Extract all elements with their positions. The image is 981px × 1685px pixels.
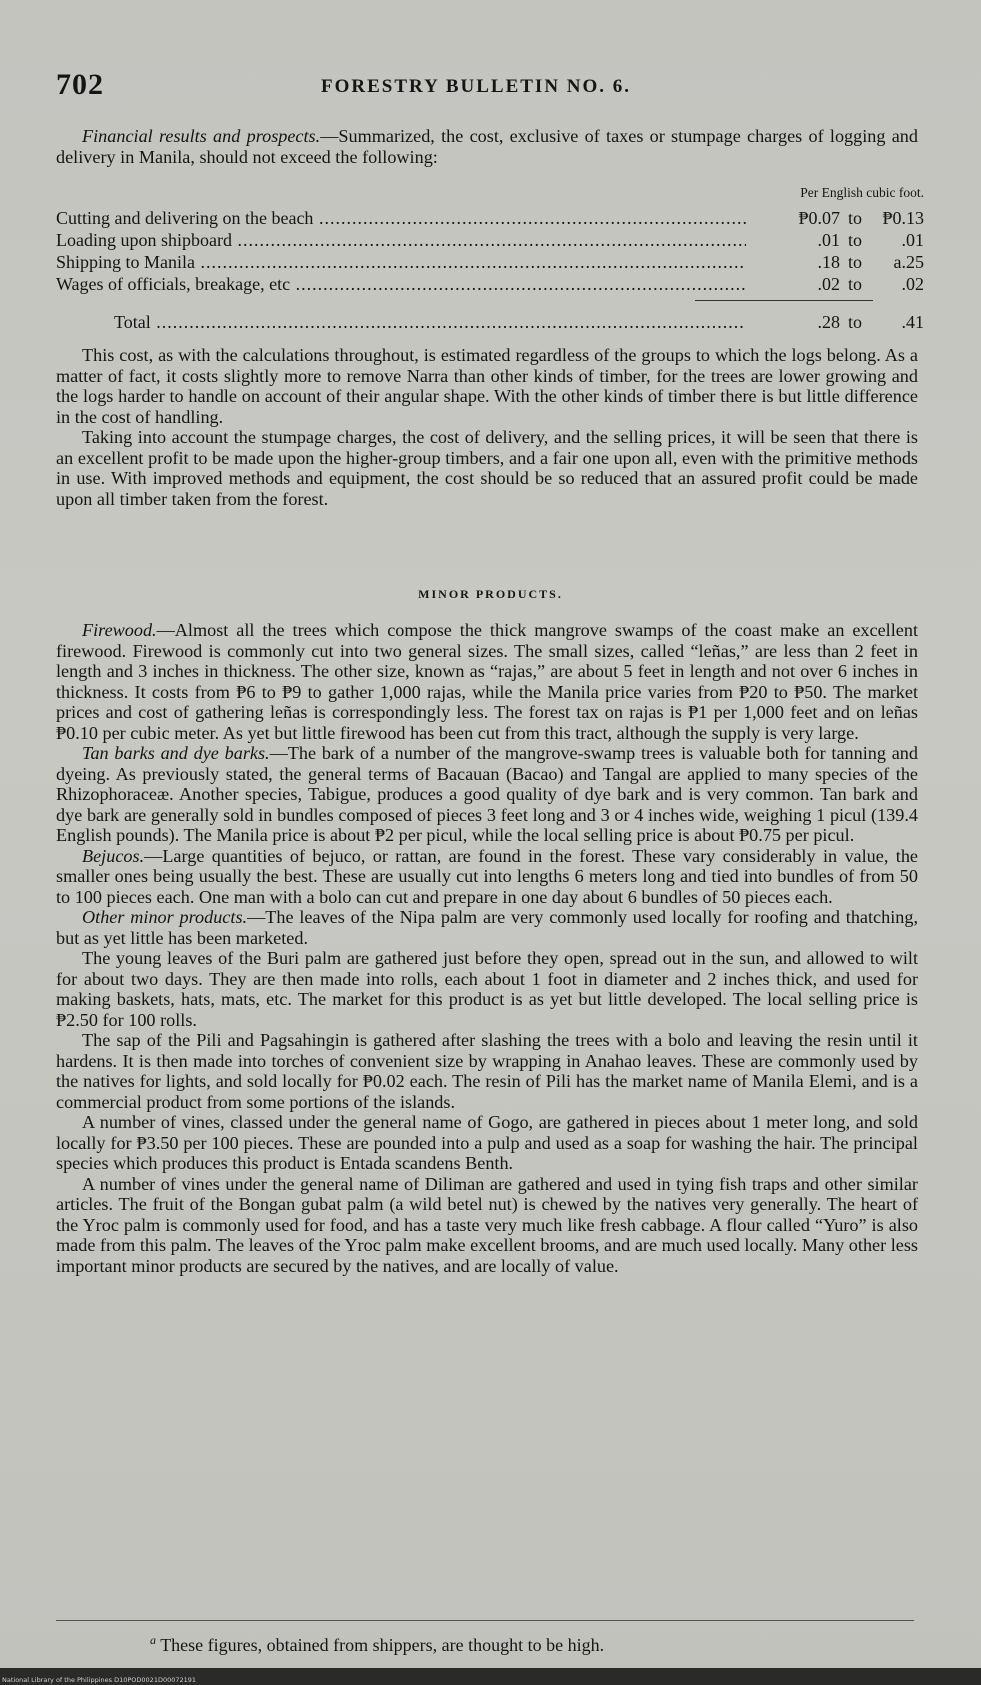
cost-row-label: Shipping to Manila .....: [56, 252, 746, 273]
cost-total-label: Total .....: [114, 312, 746, 333]
footnote-rule: [56, 1620, 914, 1621]
cost-total-row: [56, 312, 926, 332]
paragraph: Taking into account the stumpage charges, the cost of delivery, and the selling prices, it will be seen that there is an excellent profit to be made upon the higher-group timbers, and a fair one upon all, even with the primitive methods in use. With improved methods and equipment, the cost should be so reduced that an assured profit could be made upon all timber taken from the forest.: [56, 427, 918, 509]
cost-row-to-value: a.25: [893, 252, 924, 272]
cost-row: [56, 230, 926, 250]
tan-barks-text: —The bark of a number of the mangrove-swamp trees is valuable both for tanning and dyeing. As previously stated, the general terms of Bacauan (Bacao) and Tangal are applied to many species of the Rhizophoraceæ. Another species, Tabigue, produces a good quality of dye bark and is very common. Tan bark and dye bark are generally sold in bundles composed of pieces 3 feet long and 3 or 4 inches wide, weighing 1 picul (139.4 English pounds). The Manila price is about ₱2 per picul, while the local selling price is about ₱0.75 per picul.: [56, 743, 918, 845]
other-minor-lead: Other minor products.: [82, 907, 248, 927]
cost-row: [56, 274, 926, 294]
minor-products-body: [56, 620, 918, 1276]
cost-total-to: to: [848, 312, 863, 332]
tan-barks-lead: Tan barks and dye barks.: [82, 743, 270, 763]
paragraph: This cost, as with the calculations throughout, is estimated regardless of the groups to which the logs belong. As a matter of fact, it costs slightly more to remove Narra than other kinds of timber, for the trees are lower growing and the logs harder to handle on account of their angular shape. With the other kinds of timber there is but little difference in the cost of handling.: [56, 345, 918, 427]
bejucos-lead: Bejucos.: [82, 845, 145, 866]
firewood-text: —Almost all the trees which compose the thick mangrove swamps of the coast make an excellent firewood. Firewood is commonly cut into two general sizes. The small sizes, called “leñas,” are less than 2 feet in length and 3 inches in thickness. The other size, known as “rajas,” are about 5 feet in length and not over 6 inches in thickness. It costs from ₱6 to ₱9 to gather 1,000 rajas, while the Manila price varies from ₱20 to ₱50. The market prices and cost of gathering leñas is correspondingly less. The forest tax on rajas is ₱1 per 1,000 feet and on leñas ₱0.10 per cubic meter. As yet but little firewood has been cut from this tract, although the supply is very large.: [56, 620, 918, 743]
cost-row-label: Wages of officials, breakage, etc .....: [56, 274, 746, 295]
other-minor-text: —The leaves of the Nipa palm are very commonly used locally for roofing and thatching, but as yet little has been marketed.: [56, 907, 919, 948]
discussion-paragraphs: [56, 345, 918, 509]
cost-row: [56, 208, 926, 228]
cost-row-to: to: [848, 230, 863, 250]
cost-row-from: ₱0.07: [798, 208, 840, 228]
cost-row-to: to: [848, 208, 863, 228]
pili-paragraph: The sap of the Pili and Pagsahingin is gathered after slashing the trees with a bolo and leaving the resin until it hardens. It is then made into torches of convenient size by wrapping in Anahao leaves. These are commonly used by the natives for lights, and sold locally for ₱0.02 each. The resin of Pili has the market name of Manila Elemi, and is a commercial product from some portions of the islands.: [56, 1030, 918, 1112]
running-title: FORESTRY BULLETIN NO. 6.: [321, 76, 632, 97]
buri-paragraph: The young leaves of the Buri palm are gathered just before they open, spread out in the sun, and allowed to wilt for about two days. They are then made into rolls, each about 1 foot in diameter and 2 inches thick, and used for making baskets, hats, mats, etc. The market for this product is as yet but little developed. The local selling price is ₱2.50 for 100 rolls.: [56, 948, 918, 1030]
section-heading: MINOR PRODUCTS.: [418, 587, 563, 601]
cost-total-to-value: .41: [901, 312, 924, 332]
footnote-text: These figures, obtained from shippers, are thought to be high.: [160, 1635, 605, 1655]
gogo-paragraph: A number of vines, classed under the general name of Gogo, are gathered in pieces about 1 meter long, and sold locally for ₱3.50 per 100 pieces. These are pounded into a pulp and used as a soap for washing the hair. The principal species which produces this product is Entada scandens Benth.: [56, 1112, 918, 1173]
cost-row-to: to: [848, 252, 863, 272]
intro-text: —Summarized, the cost, exclusive of taxes or stumpage charges of logging and delivery in Manila, should not exceed the following:: [56, 126, 918, 167]
bejucos-text: —Large quantities of bejuco, or rattan, are found in the forest. These vary considerably in value, the smaller ones being usually the best. These are usually cut into lengths 6 meters long and tied into bundles of from 50 to 100 pieces each. One man with a bolo can cut and prepare in one day about 6 bundles of 50 pieces each.: [56, 845, 918, 907]
cost-row-from: .18: [817, 252, 840, 272]
scan-credit: National Library of the Philippines D10POD0021D00072191: [2, 1676, 197, 1684]
cost-row-to-value: .01: [901, 230, 924, 250]
footnote-marker: a: [150, 1633, 156, 1647]
cost-row-to-value: .02: [901, 274, 924, 294]
footnote: [150, 1633, 604, 1656]
cost-row-label: Loading upon shipboard .....: [56, 230, 746, 251]
intro-paragraph: [56, 126, 918, 167]
intro-lead: Financial results and prospects.: [82, 126, 321, 146]
cost-row-from: .01: [817, 230, 840, 250]
unit-label: Per English cubic foot.: [800, 185, 924, 200]
cost-row-to-value: ₱0.13: [882, 208, 924, 228]
cost-row: [56, 252, 926, 272]
page-number: 702: [56, 68, 104, 101]
cost-row-from: .02: [817, 274, 840, 294]
diliman-paragraph: A number of vines under the general name of Diliman are gathered and used in tying fish traps and other similar articles. The fruit of the Bongan gubat palm (a wild betel nut) is chewed by the natives very generally. The heart of the Yroc palm is commonly used for food, and has a taste very much like fresh cabbage. A flour called “Yuro” is also made from this palm. The leaves of the Yroc palm make excellent brooms, and are much used locally. Many other less important minor products are secured by the natives, and are locally of value.: [56, 1173, 918, 1276]
cost-total-from: .28: [817, 312, 840, 332]
page-header: [56, 68, 906, 108]
cost-row-label: Cutting and delivering on the beach .....: [56, 208, 746, 229]
sum-rule: [695, 300, 873, 301]
cost-row-to: to: [848, 274, 863, 294]
firewood-lead: Firewood.: [82, 620, 157, 640]
